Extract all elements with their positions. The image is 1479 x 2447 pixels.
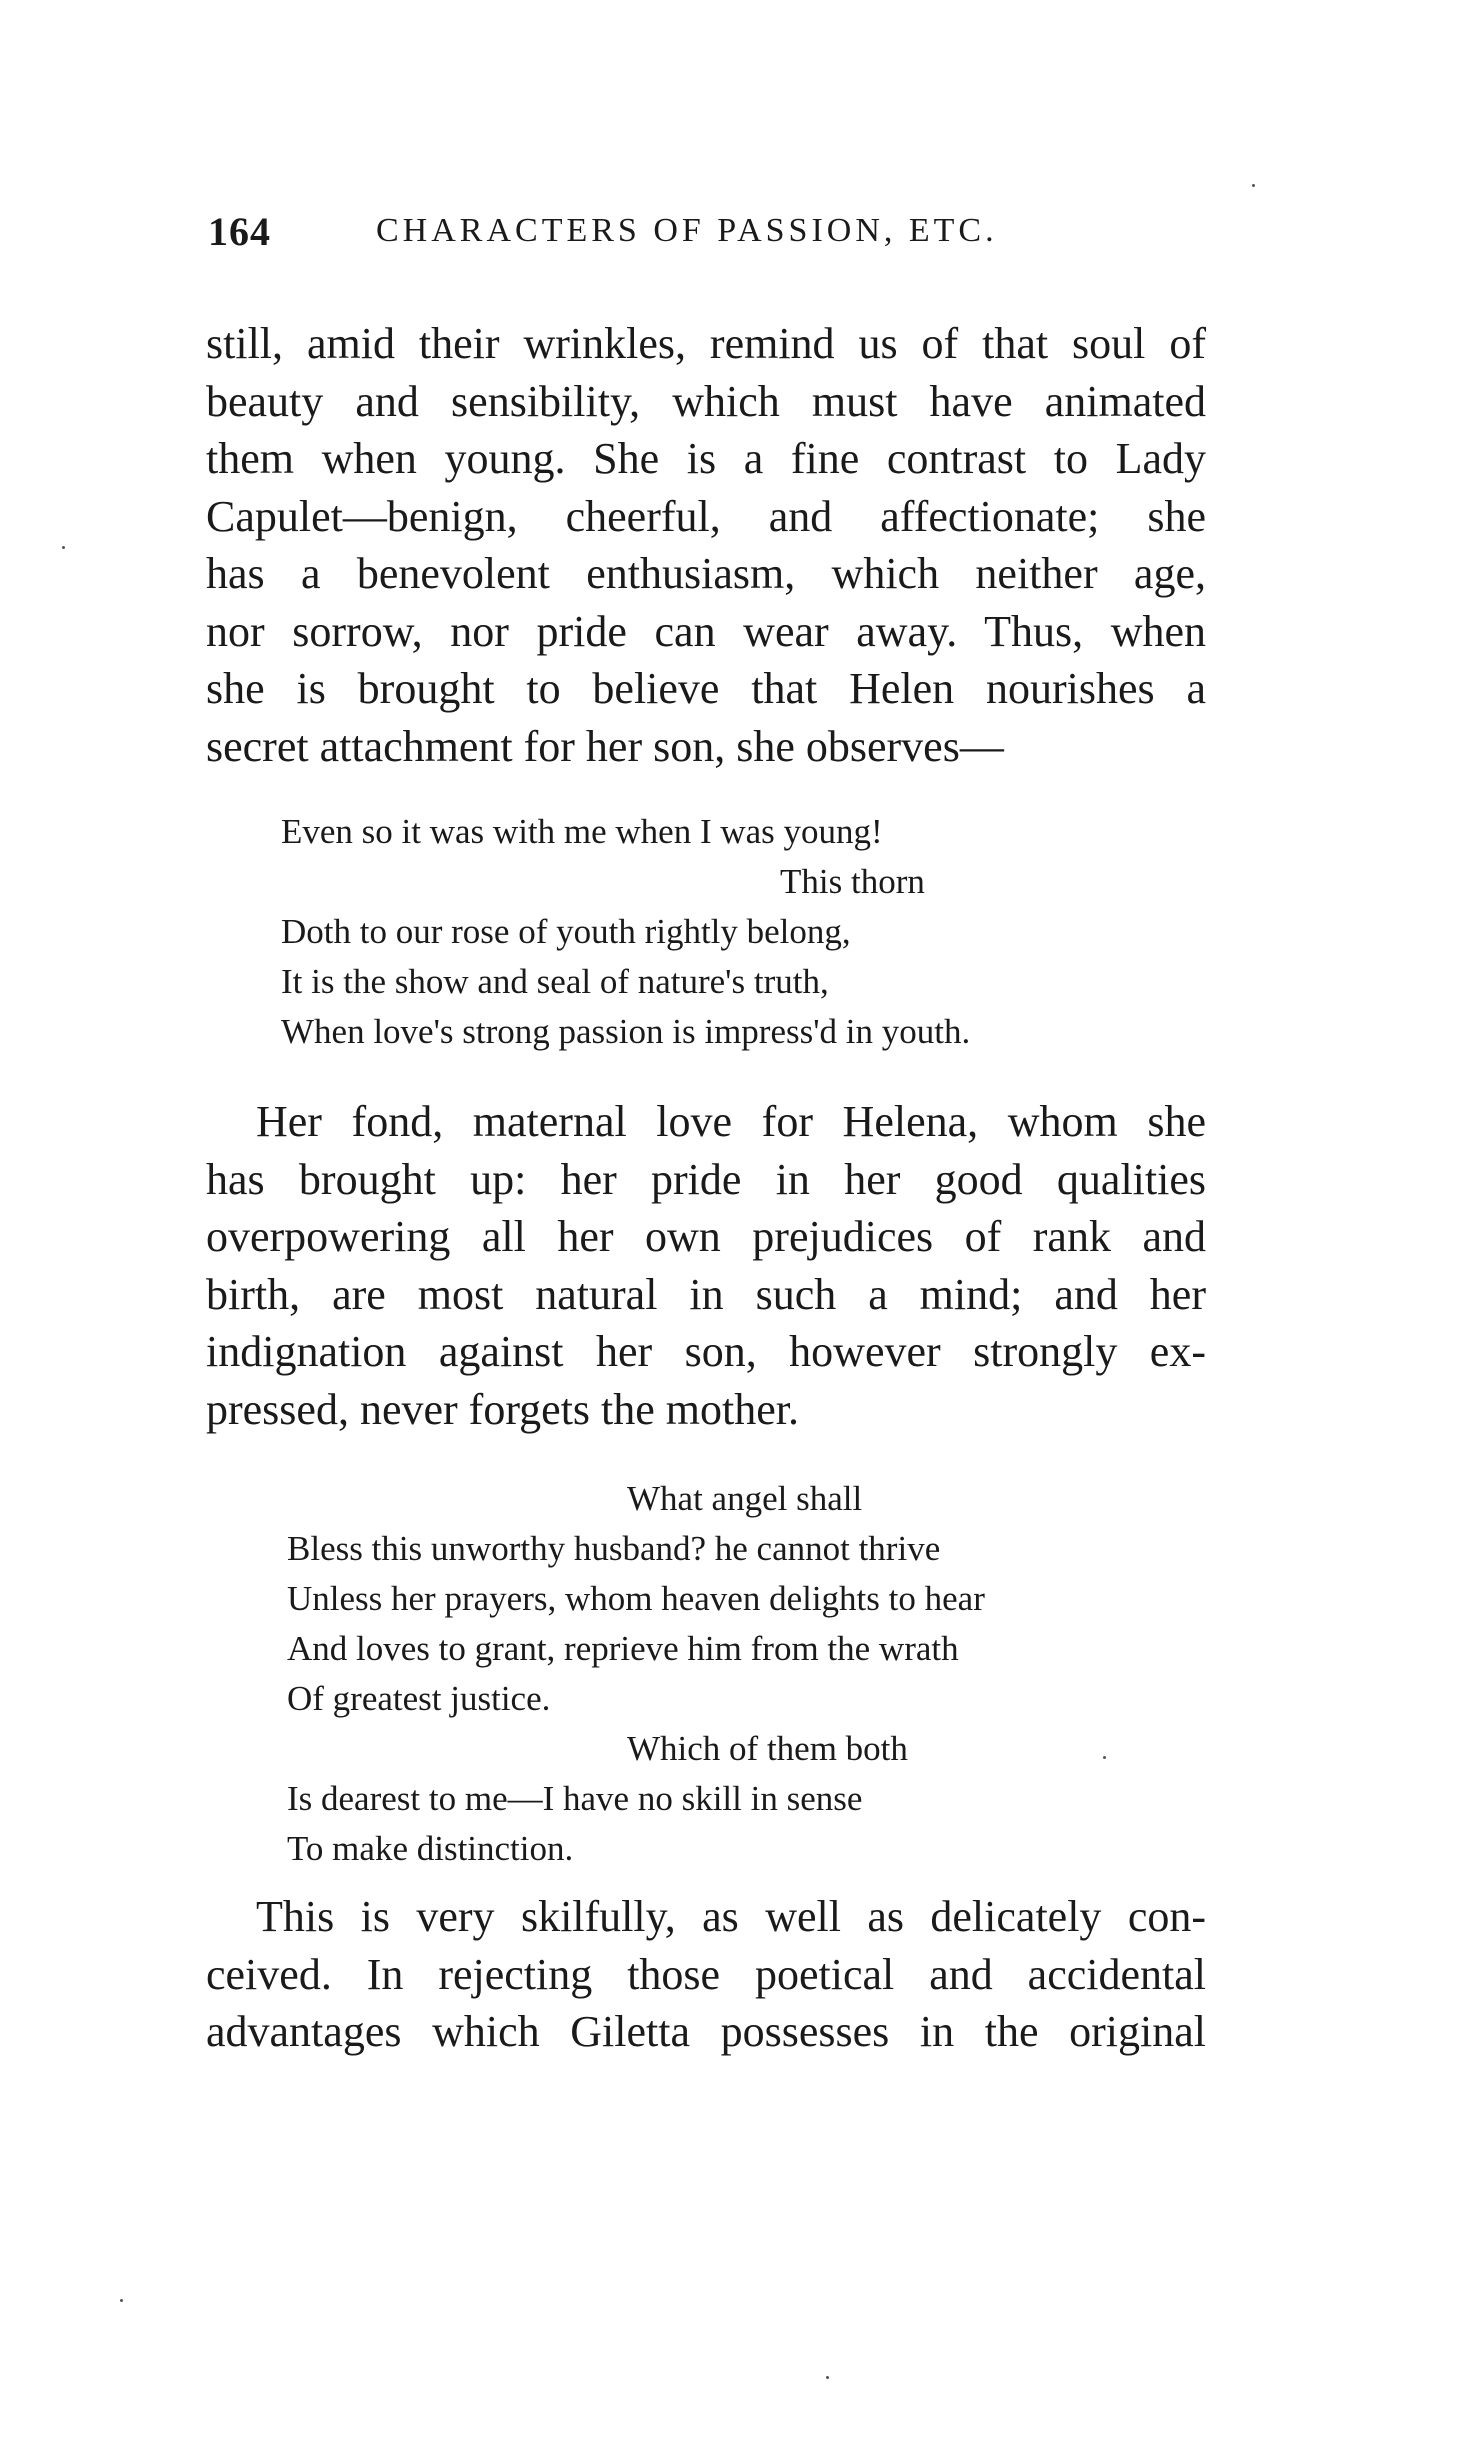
running-title: CHARACTERS OF PASSION, ETC. (376, 212, 998, 249)
paragraph-line: still, amid their wrinkles, remind us of that soul of (206, 319, 1206, 368)
paragraph-line: secret attachment for her son, she observes— (206, 721, 1004, 771)
verse-line: Is dearest to me—I have no skill in sense (287, 1779, 863, 1818)
verse-quote-2 (287, 1474, 1287, 1874)
verse-line: This thorn (780, 862, 925, 901)
paper-speck (62, 546, 65, 549)
paragraph-line: advantages which Giletta possesses in the original (206, 2007, 1206, 2056)
verse-line: Of greatest justice. (287, 1679, 551, 1718)
paragraph-line: Capulet—benign, cheerful, and affectionate; she (206, 491, 1206, 541)
paper-speck (120, 2299, 123, 2302)
paper-speck (1252, 184, 1255, 187)
verse-line: Bless this unworthy husband? he cannot thrive (287, 1529, 941, 1568)
verse-quote-1 (281, 807, 1281, 1057)
paragraph-line: them when young. She is a fine contrast to Lady (206, 434, 1206, 483)
verse-line: To make distinction. (287, 1829, 574, 1868)
paragraph-line: Her fond, maternal love for Helena, whom she (256, 1097, 1206, 1146)
verse-line: And loves to grant, reprieve him from the wrath (287, 1629, 959, 1668)
paragraph-line: nor sorrow, nor pride can wear away. Thus, when (206, 606, 1206, 656)
verse-line: When love's strong passion is impress'd in youth. (281, 1012, 971, 1051)
paper-speck (826, 2376, 829, 2379)
page-header (208, 208, 1208, 258)
paragraph-2 (206, 1093, 1206, 1438)
paragraph-1 (206, 315, 1206, 775)
paragraph-3 (206, 1888, 1206, 2061)
paragraph-line: has brought up: her pride in her good qualities (206, 1154, 1206, 1204)
paper-speck (1103, 1756, 1106, 1759)
paragraph-line: overpowering all her own prejudices of rank and (206, 1212, 1206, 1261)
verse-line: Even so it was with me when I was young! (281, 812, 883, 851)
page-number: 164 (208, 209, 271, 254)
paragraph-line: ceived. In rejecting those poetical and accidental (206, 1949, 1206, 1999)
verse-line: Unless her prayers, whom heaven delights to hear (287, 1579, 985, 1618)
paragraph-line: This is very skilfully, as well as delicately con- (256, 1892, 1206, 1941)
verse-line: It is the show and seal of nature's truth, (281, 962, 829, 1001)
verse-line: What angel shall (627, 1479, 863, 1518)
paragraph-line: has a benevolent enthusiasm, which neither age, (206, 549, 1206, 598)
verse-line: Which of them both (627, 1729, 908, 1768)
paragraph-line: beauty and sensibility, which must have animated (206, 376, 1206, 426)
paragraph-line: indignation against her son, however strongly ex- (206, 1327, 1206, 1376)
paragraph-line: pressed, never forgets the mother. (206, 1384, 800, 1434)
verse-line: Doth to our rose of youth rightly belong, (281, 912, 851, 951)
paragraph-line: birth, are most natural in such a mind; and her (206, 1269, 1206, 1319)
paragraph-line: she is brought to believe that Helen nourishes a (206, 664, 1206, 713)
